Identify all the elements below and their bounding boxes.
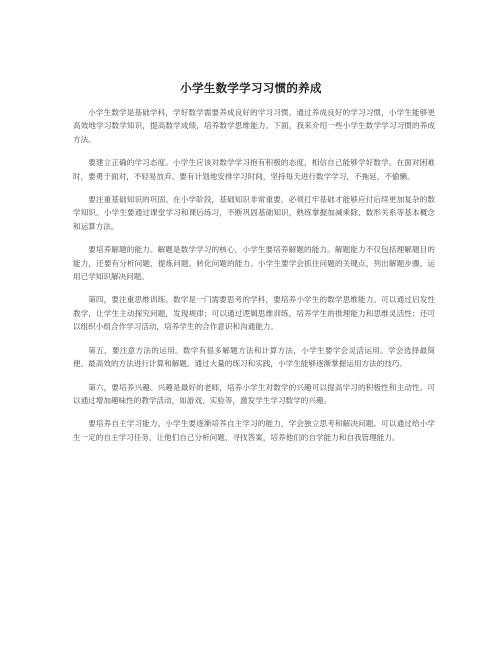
document-body [73,106,435,454]
paragraph-6: 第五，要注意方法的运用。数学有很多解题方法和计算方法，小学生要学会灵活运用。学会选择最简便、最高效的方法进行计算和解题。通过大量的练习和实践，小学生能够逐渐掌握运用方法的技巧。 [73,345,435,369]
document-title: 小学生数学学习习惯的养成 [180,81,322,95]
paragraph-7: 第六，要培养兴趣。兴趣是最好的老师，培养小学生对数学的兴趣可以提高学习的积极性和主动性。可以通过增加趣味性的教学活动，如游戏、实验等，激发学生学习数学的兴趣。 [73,382,435,405]
paragraph-4: 要培养解题的能力。解题是数学学习的核心，小学生要培养解题的能力。解题能力不仅包括理解题目的能力，还要有分析问题、提炼问题、转化问题的能力。小学生要学会抓住问题的关键点，列出解题步骤，运用已学知识解决问题。 [73,245,435,282]
paragraph-1: 小学生数学是基础学科，学好数学需要养成良好的学习习惯。通过养成良好的学习习惯，小学生能够更高效地学习数学知识，提高数学成绩，培养数学思维能力。下面，我来介绍一些小学生数学学习习惯的养成方法。 [73,108,435,144]
paragraph-5: 第四，要注重思维训练。数学是一门需要思考的学科，要培养小学生的数学思维能力。可以通过启发性教学，让学生主动探究问题，发现规律；可以通过逻辑思维训练，培养学生的推理能力和思维灵活性；还可以组织小组合作学习活动，培养学生的合作意识和沟通能力。 [73,295,435,332]
paragraph-2: 要建立正确的学习态度。小学生应该对数学学习抱有积极的态度，相信自己能够学好数学。在面对困难时，要勇于面对，不轻易放弃。要有计划地安排学习时间，坚持每天进行数学学习，不拖延，不偷懒。 [73,158,435,181]
paragraph-3: 要注重基础知识的巩固。在小学阶段，基础知识非常重要，必须打牢基础才能够应付后续更加复杂的数学知识。小学生要通过课堂学习和课后练习，不断巩固基础知识，熟练掌握加减乘除、数形关系等基本概念和运算方法。 [73,195,435,231]
paragraph-8: 要培养自主学习能力。小学生要逐渐培养自主学习的能力，学会独立思考和解决问题。可以通过给小学生一定的自主学习任务，让他们自己分析问题、寻找答案，培养他们的自学能力和自我管理能力。 [73,419,435,442]
